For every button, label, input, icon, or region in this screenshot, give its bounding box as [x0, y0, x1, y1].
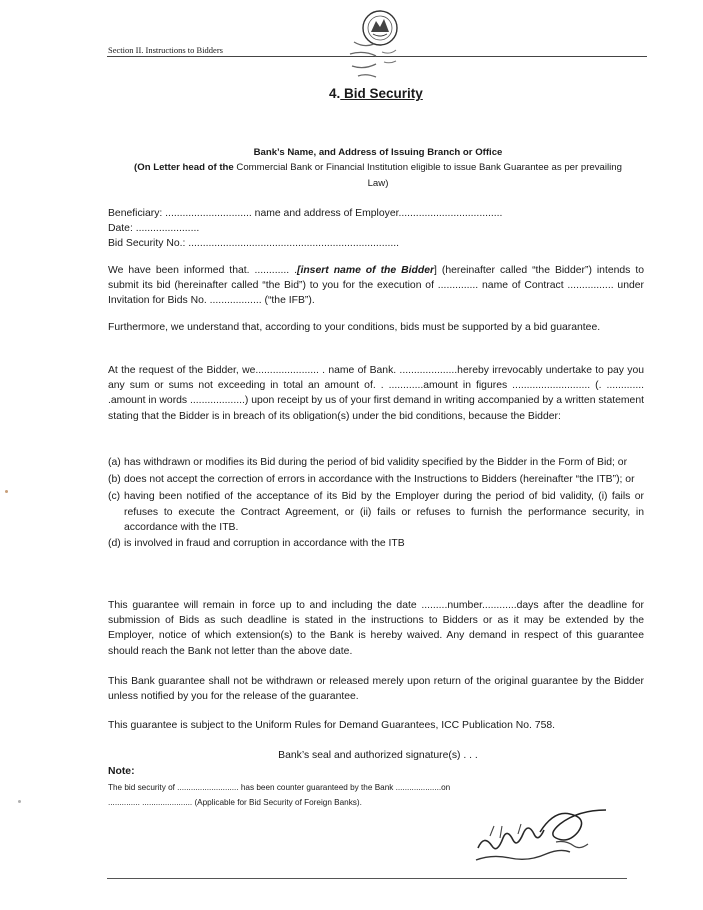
bidder-name-placeholder: [insert name of the Bidder [296, 265, 435, 276]
conditions-list [108, 455, 644, 551]
scan-speck [18, 800, 21, 803]
title-number: 4. [329, 86, 341, 101]
condition-item-c [108, 489, 644, 535]
beneficiary-field: Beneficiary: .............................. name and address of Employer.................................... [108, 208, 503, 219]
page-title [329, 86, 423, 101]
condition-label: (a) [108, 457, 121, 468]
letterhead-instruction-bold: (On Letter head of the [134, 162, 234, 173]
note-heading: Note: [108, 766, 135, 777]
paragraph-bidder-info [108, 263, 644, 309]
letterhead-instruction-rest: Commercial Bank or Financial Institution eligible to issue Bank Guarantee as per prevailing [236, 162, 622, 173]
condition-text: has withdrawn or modifies its Bid during the period of bid validity specified by the Bidder in the Form of Bid; or [124, 457, 628, 468]
condition-text: is involved in fraud and corruption in accordance with the ITB [124, 538, 405, 550]
paragraph-icc-rules: This guarantee is subject to the Uniform Rules for Demand Guarantees, ICC Publication No. 758. [108, 720, 556, 731]
condition-item-b [108, 472, 644, 487]
para1-part1: We have been informed that. ............ . [108, 265, 297, 276]
section-header: Section II. Instructions to Bidders [108, 45, 223, 55]
note-line-1: The bid security of ........................... has been counter guaranteed by the Bank ....................on [108, 783, 451, 792]
note-line-2: .............. ...................... (Applicable for Bid Security of Foreign Banks). [108, 798, 362, 807]
title-text: Bid Security [344, 86, 423, 101]
paragraph-release: This Bank guarantee shall not be withdrawn or released merely upon return of the original guarantee by the Bidder unless notified by you for the release of the guarantee. [108, 676, 644, 703]
condition-text: does not accept the correction of errors in accordance with the Instructions to Bidders (hereinafter “the ITB”); or [124, 474, 635, 486]
date-field: Date: ...................... [108, 223, 200, 234]
government-seal-stamp [338, 4, 412, 94]
bid-security-no-field: Bid Security No.: ......................................................................... [108, 238, 400, 249]
para1-part2: ] (hereinafter called “the Bidder”) intends to submit its bid (hereinafter called “the Bid”) to you for the execution of .............. name of Contract ................ under Invitation for Bids No. .................. (“the IFB”). [108, 265, 644, 307]
condition-label: (d) [108, 538, 121, 550]
footer-rule [107, 878, 627, 879]
letterhead-instruction [108, 160, 648, 175]
condition-item-d [108, 536, 644, 551]
condition-label: (c) [108, 491, 121, 503]
scan-speck [5, 490, 8, 493]
letterhead-bank-name: Bank’s Name, and Address of Issuing Branch or Office [253, 147, 503, 158]
paragraph-guarantee-requirement: Furthermore, we understand that, according to your conditions, bids must be supported by a bid guarantee. [108, 322, 601, 333]
letterhead-law: Law) [367, 178, 389, 189]
paragraph-undertaking: At the request of the Bidder, we...................... . name of Bank. ....................hereby irrevocably undertake to pay you any sum or sums not exceeding in total an amount of. . ............amount in figures ........................... (. ............. .amount in words ...................) upon receipt by us of your first demand in writing accompanied by a written statement stating that the Bidder is in breach of its obligation(s) under the bid conditions, because the Bidder: [108, 365, 644, 422]
condition-text: having been notified of the acceptance of its Bid by the Employer during the period of bid validity, (i) fails or refuses to execute the Contract Agreement, or (ii) fails or refuses to furnish the performance security, in accordance with the ITB. [124, 491, 644, 533]
paragraph-validity: This guarantee will remain in force up to and including the date .........number............days after the deadline for submission of Bids as such deadline is stated in the instructions to Bidders or as it may be extended by the Employer, notice of which extension(s) to the Bank is hereby waived. Any demand in respect of this guarantee should reach the Bank not letter than the above date. [108, 600, 644, 657]
seal-signature-line: Bank’s seal and authorized signature(s) . . . [278, 750, 478, 761]
condition-label: (b) [108, 474, 121, 486]
handwritten-signature [470, 796, 620, 876]
condition-item-a [108, 455, 644, 470]
